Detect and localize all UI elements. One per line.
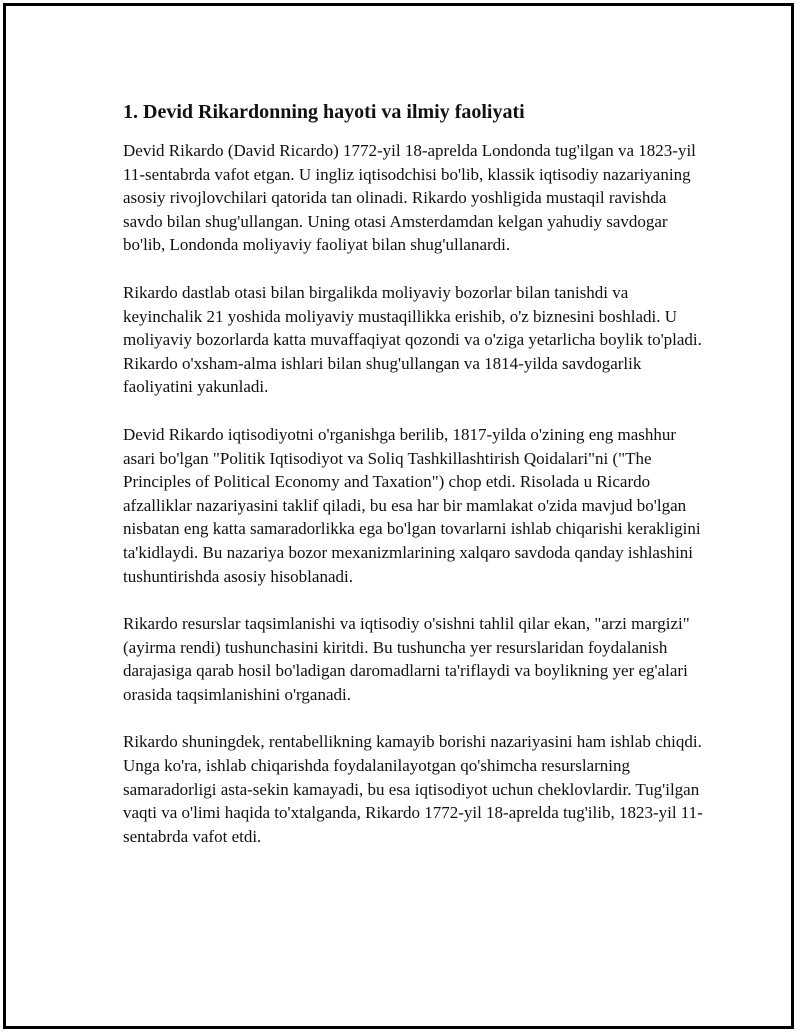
paragraph-1: Devid Rikardo (David Ricardo) 1772-yil 18-aprelda Londonda tug'ilgan va 1823-yil 11-sentabrda vafot etgan. U ingliz iqtisodchisi bo'lib, klassik iqtisodiy nazariyaning asosiy rivojlovchilari qatorida tan olinadi. Rikardo yoshligida mustaqil ravishda savdo bilan shug'ullangan. Uning otasi Amsterdamdan kelgan yahudiy savdogar bo'lib, Londonda moliyaviy faoliyat bilan shug'ullanardi. bbox=[123, 141, 696, 255]
paragraph-3: Devid Rikardo iqtisodiyotni o'rganishga berilib, 1817-yilda o'zining eng mashhur asari bo'lgan "Politik Iqtisodiyot va Soliq Tashkillashtirish Qoidalari"ni ("The Principles of Political Economy and Taxation") chop etdi. Risolada u Ricardo afzalliklar nazariyasini taklif qiladi, bu esa har bir mamlakat o'zida mavjud bo'lgan nisbatan eng katta samaradorlikka ega bo'lgan tovarlarni ishlab chiqarishi kerakligini ta'kidlaydi. Bu nazariya bozor mexanizmlarining xalqaro savdoda qanday ishlashini tushuntirishda asosiy hisoblanadi. bbox=[123, 424, 701, 586]
section-heading: 1. Devid Rikardonning hayoti va ilmiy faoliyati bbox=[123, 101, 525, 123]
document-body bbox=[123, 98, 703, 872]
paragraph-4: Rikardo resurslar taqsimlanishi va iqtisodiy o'sishni tahlil qilar ekan, "arzi margizi" (ayirma rendi) tushunchasini kiritdi. Bu tushuncha yer resurslaridan foydalanish darajasiga qarab hosil bo'ladigan daromadlarni ta'riflaydi va boylikning yer eg'alari orasida taqsimlanishini o'rganadi. bbox=[123, 614, 690, 704]
paragraph-5: Rikardo shuningdek, rentabellikning kamayib borishi nazariyasini ham ishlab chiqdi. Unga ko'ra, ishlab chiqarishda foydalanilayotgan qo'shimcha resurslarning samaradorligi asta-sekin kamayadi, bu esa iqtisodiyot uchun cheklovlardir. Tug'ilgan vaqti va o'limi haqida to'xtalganda, Rikardo 1772-yil 18-aprelda tug'ilib, 1823-yil 11-sentabrda vafot etdi. bbox=[123, 732, 703, 846]
page-frame bbox=[3, 3, 794, 1029]
paragraph-2: Rikardo dastlab otasi bilan birgalikda moliyaviy bozorlar bilan tanishdi va keyinchalik 21 yoshida moliyaviy mustaqillikka erishib, o'z biznesini boshladi. U moliyaviy bozorlarda katta muvaffaqiyat qozondi va o'ziga yetarlicha boylik to'pladi. Rikardo o'xsham-alma ishlari bilan shug'ullangan va 1814-yilda savdogarlik faoliyatini yakunladi. bbox=[123, 282, 702, 397]
